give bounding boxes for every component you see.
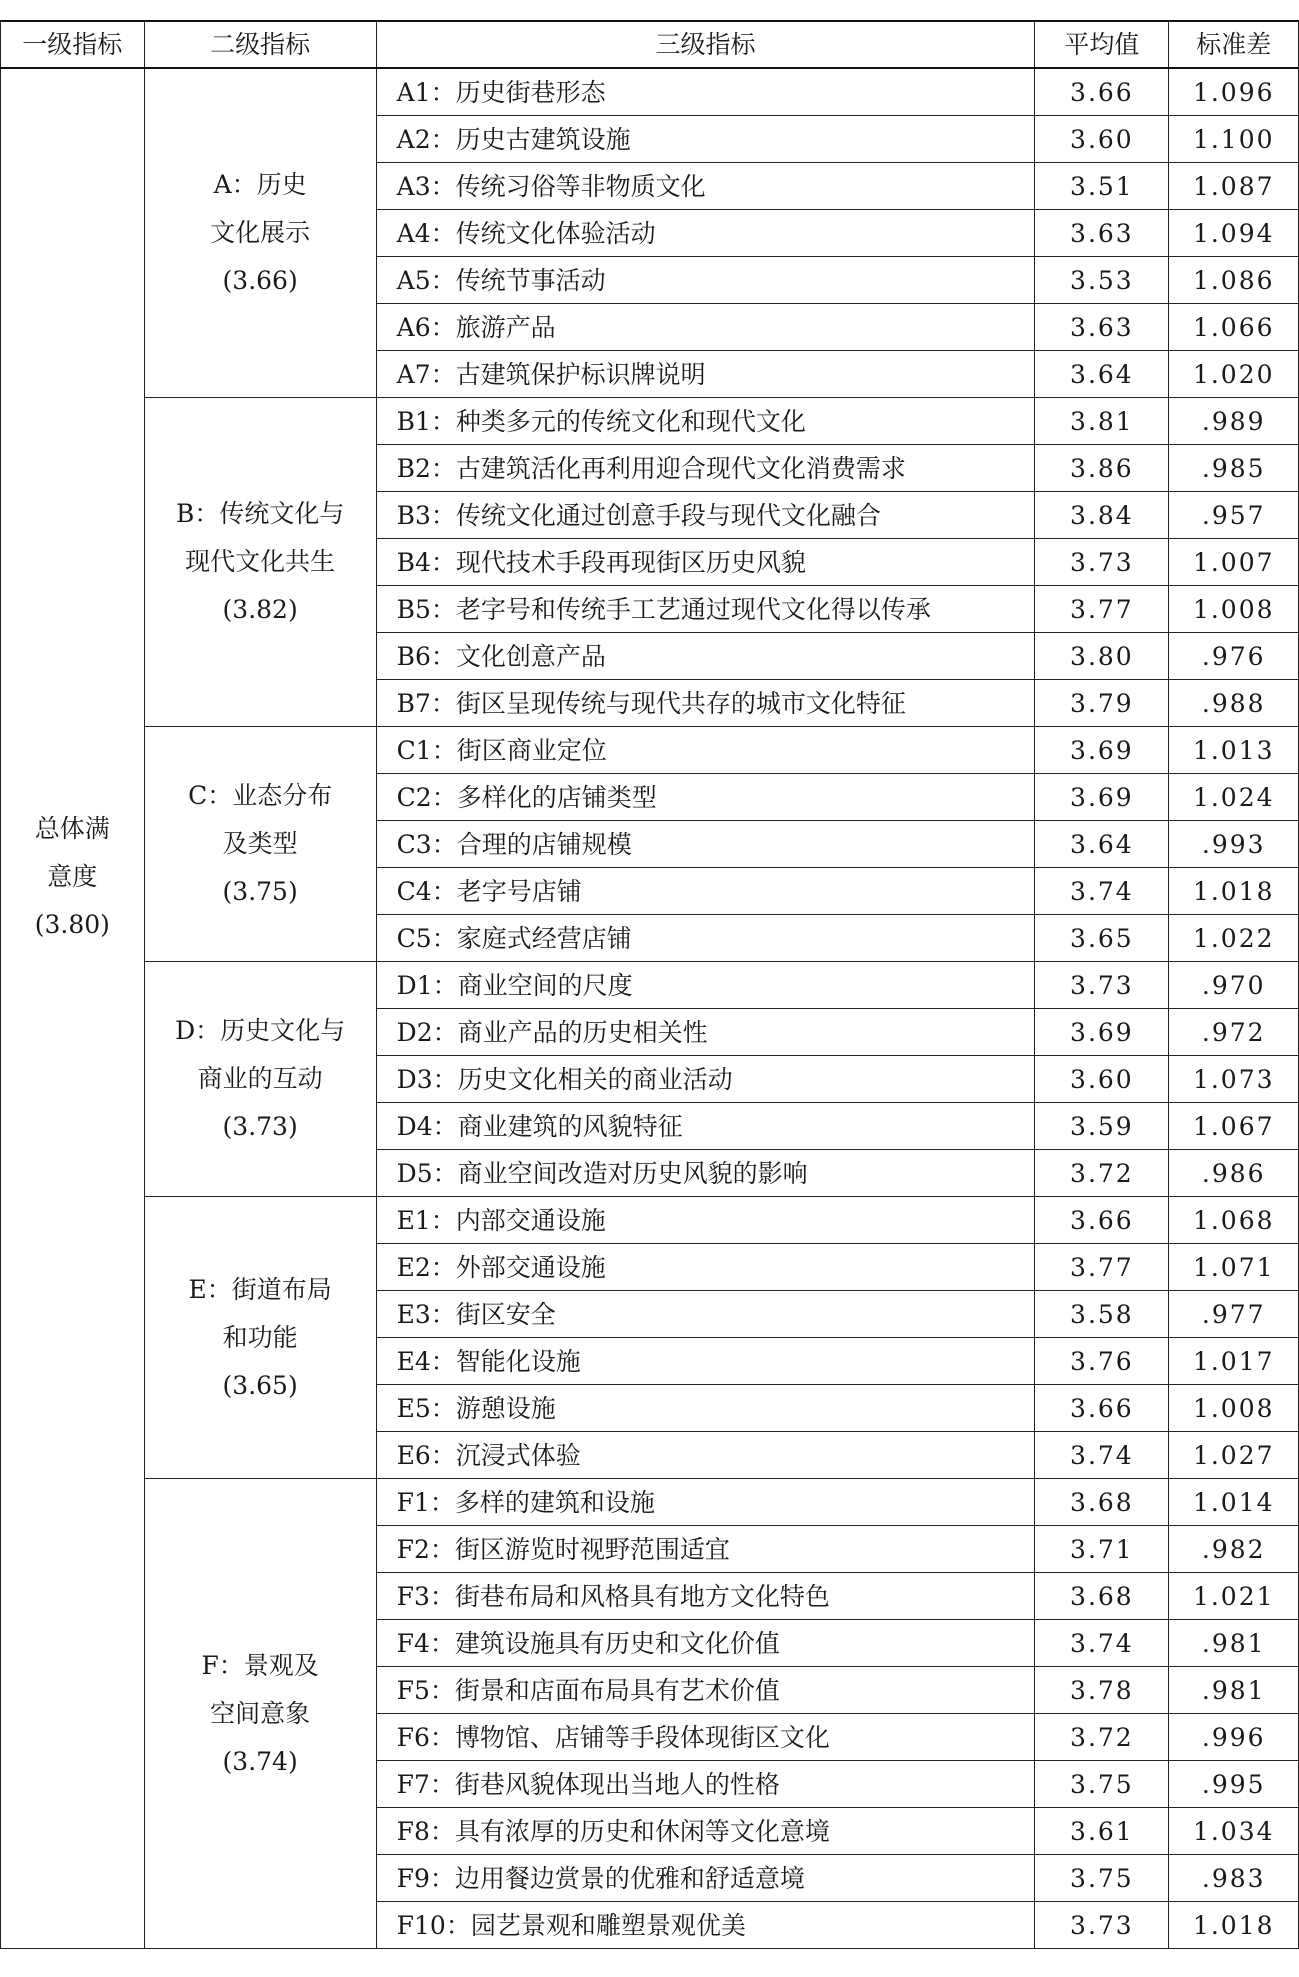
std-dev-cell: 1.024 [1169, 774, 1299, 821]
mean-value-cell: 3.71 [1035, 1526, 1169, 1573]
level2-text-line: (3.82) [222, 595, 298, 624]
level3-indicator-cell: F8：具有浓厚的历史和休闲等文化意境 [376, 1808, 1035, 1855]
std-dev-cell: .982 [1169, 1526, 1299, 1573]
std-dev-cell: 1.007 [1169, 539, 1299, 586]
level2-text-line: 商业的互动 [197, 1064, 323, 1093]
mean-value-cell: 3.66 [1035, 68, 1169, 116]
std-dev-cell: 1.021 [1169, 1573, 1299, 1620]
mean-value-cell: 3.75 [1035, 1761, 1169, 1808]
std-dev-cell: 1.020 [1169, 351, 1299, 398]
level2-text-line: 文化展示 [210, 218, 311, 247]
mean-value-cell: 3.69 [1035, 727, 1169, 774]
level3-indicator-cell: C3：合理的店铺规模 [376, 821, 1035, 868]
level3-indicator-cell: A6：旅游产品 [376, 304, 1035, 351]
level3-indicator-cell: F9：边用餐边赏景的优雅和舒适意境 [376, 1855, 1035, 1902]
std-dev-cell: 1.100 [1169, 116, 1299, 163]
level2-text-line: (3.74) [222, 1746, 298, 1776]
level3-indicator-cell: D3：历史文化相关的商业活动 [376, 1056, 1035, 1103]
std-dev-cell: .989 [1169, 398, 1299, 445]
level3-indicator-cell: C2：多样化的店铺类型 [376, 774, 1035, 821]
std-dev-cell: .970 [1169, 962, 1299, 1009]
level3-indicator-cell: E1：内部交通设施 [376, 1197, 1035, 1244]
std-dev-cell: 1.013 [1169, 727, 1299, 774]
level3-indicator-cell: E2：外部交通设施 [376, 1244, 1035, 1291]
mean-value-cell: 3.63 [1035, 304, 1169, 351]
std-dev-cell: 1.034 [1169, 1808, 1299, 1855]
header-level2: 二级指标 [144, 21, 376, 68]
level2-indicator-cell [144, 962, 376, 1197]
level2-text-line: B：传统文化与 [175, 499, 345, 528]
level3-indicator-cell: E4：智能化设施 [376, 1338, 1035, 1385]
level3-indicator-cell: B5：老字号和传统手工艺通过现代文化得以传承 [376, 586, 1035, 633]
std-dev-cell: .981 [1169, 1620, 1299, 1667]
std-dev-cell: .993 [1169, 821, 1299, 868]
mean-value-cell: 3.76 [1035, 1338, 1169, 1385]
std-dev-cell: 1.068 [1169, 1197, 1299, 1244]
mean-value-cell: 3.73 [1035, 539, 1169, 586]
level3-indicator-cell: A4：传统文化体验活动 [376, 210, 1035, 257]
std-dev-cell: .986 [1169, 1150, 1299, 1197]
mean-value-cell: 3.68 [1035, 1573, 1169, 1620]
mean-value-cell: 3.65 [1035, 915, 1169, 962]
level3-indicator-cell: D4：商业建筑的风貌特征 [376, 1103, 1035, 1150]
level3-indicator-cell: A3：传统习俗等非物质文化 [376, 163, 1035, 210]
std-dev-cell: 1.086 [1169, 257, 1299, 304]
level3-indicator-cell: F7：街巷风貌体现出当地人的性格 [376, 1761, 1035, 1808]
level3-indicator-cell: F6：博物馆、店铺等手段体现街区文化 [376, 1714, 1035, 1761]
level2-text-line: F：景观及 [201, 1650, 319, 1680]
header-level1: 一级指标 [1, 21, 145, 68]
level3-indicator-cell: B1：种类多元的传统文化和现代文化 [376, 398, 1035, 445]
std-dev-cell: .972 [1169, 1009, 1299, 1056]
mean-value-cell: 3.60 [1035, 1056, 1169, 1103]
level2-text-line: (3.75) [222, 877, 298, 906]
level3-indicator-cell: F5：街景和店面布局具有艺术价值 [376, 1667, 1035, 1714]
header-mean: 平均值 [1035, 21, 1169, 68]
level2-text-line: (3.66) [222, 266, 298, 295]
std-dev-cell: .957 [1169, 492, 1299, 539]
std-dev-cell: .995 [1169, 1761, 1299, 1808]
mean-value-cell: 3.74 [1035, 1432, 1169, 1479]
std-dev-cell: 1.008 [1169, 586, 1299, 633]
std-dev-cell: 1.022 [1169, 915, 1299, 962]
level3-indicator-cell: F10：园艺景观和雕塑景观优美 [376, 1902, 1035, 1949]
level2-text-line: C：业态分布 [188, 781, 333, 810]
mean-value-cell: 3.68 [1035, 1479, 1169, 1526]
table-row [1, 398, 1299, 445]
level2-text-line: A：历史 [213, 170, 307, 199]
level2-indicator-cell [144, 68, 376, 398]
level2-text-line: 和功能 [222, 1322, 298, 1352]
mean-value-cell: 3.58 [1035, 1291, 1169, 1338]
level3-indicator-cell: E5：游憩设施 [376, 1385, 1035, 1432]
mean-value-cell: 3.80 [1035, 633, 1169, 680]
std-dev-cell: .977 [1169, 1291, 1299, 1338]
std-dev-cell: .985 [1169, 445, 1299, 492]
std-dev-cell: 1.018 [1169, 1902, 1299, 1949]
std-dev-cell: .988 [1169, 680, 1299, 727]
std-dev-cell: 1.096 [1169, 68, 1299, 116]
table-body [1, 21, 1299, 1949]
level2-indicator-cell [144, 1479, 376, 1949]
mean-value-cell: 3.63 [1035, 210, 1169, 257]
std-dev-cell: .976 [1169, 633, 1299, 680]
level3-indicator-cell: A5：传统节事活动 [376, 257, 1035, 304]
level3-indicator-cell: D2：商业产品的历史相关性 [376, 1009, 1035, 1056]
std-dev-cell: 1.018 [1169, 868, 1299, 915]
level1-text-line1: 总体满 [34, 813, 110, 843]
std-dev-cell: 1.008 [1169, 1385, 1299, 1432]
std-dev-cell: 1.073 [1169, 1056, 1299, 1103]
std-dev-cell: 1.067 [1169, 1103, 1299, 1150]
level3-indicator-cell: C1：街区商业定位 [376, 727, 1035, 774]
mean-value-cell: 3.72 [1035, 1714, 1169, 1761]
mean-value-cell: 3.66 [1035, 1197, 1169, 1244]
level2-text-line: (3.65) [222, 1370, 298, 1400]
level3-indicator-cell: D1：商业空间的尺度 [376, 962, 1035, 1009]
table-header-row [1, 21, 1299, 68]
mean-value-cell: 3.73 [1035, 962, 1169, 1009]
mean-value-cell: 3.74 [1035, 868, 1169, 915]
level3-indicator-cell: C5：家庭式经营店铺 [376, 915, 1035, 962]
std-dev-cell: .996 [1169, 1714, 1299, 1761]
level3-indicator-cell: F2：街区游览时视野范围适宜 [376, 1526, 1035, 1573]
level2-indicator-cell [144, 1197, 376, 1479]
mean-value-cell: 3.69 [1035, 774, 1169, 821]
level2-text-line: 现代文化共生 [185, 547, 336, 576]
level3-indicator-cell: F4：建筑设施具有历史和文化价值 [376, 1620, 1035, 1667]
level3-indicator-cell: B2：古建筑活化再利用迎合现代文化消费需求 [376, 445, 1035, 492]
table-row [1, 962, 1299, 1009]
level3-indicator-cell: B3：传统文化通过创意手段与现代文化融合 [376, 492, 1035, 539]
level2-text-line: 空间意象 [210, 1698, 311, 1728]
level2-text-line: 及类型 [222, 829, 298, 858]
mean-value-cell: 3.66 [1035, 1385, 1169, 1432]
level1-text-line2: 意度 [47, 861, 98, 891]
level3-indicator-cell: B6：文化创意产品 [376, 633, 1035, 680]
mean-value-cell: 3.84 [1035, 492, 1169, 539]
mean-value-cell: 3.79 [1035, 680, 1169, 727]
mean-value-cell: 3.69 [1035, 1009, 1169, 1056]
level2-indicator-cell [144, 727, 376, 962]
level3-indicator-cell: A1：历史街巷形态 [376, 68, 1035, 116]
mean-value-cell: 3.60 [1035, 116, 1169, 163]
std-dev-cell: 1.027 [1169, 1432, 1299, 1479]
satisfaction-indicator-table [0, 20, 1299, 1949]
std-dev-cell: 1.094 [1169, 210, 1299, 257]
std-dev-cell: 1.087 [1169, 163, 1299, 210]
std-dev-cell: 1.066 [1169, 304, 1299, 351]
header-level3: 三级指标 [376, 21, 1035, 68]
table-row [1, 1479, 1299, 1526]
mean-value-cell: 3.81 [1035, 398, 1169, 445]
mean-value-cell: 3.75 [1035, 1855, 1169, 1902]
level3-indicator-cell: C4：老字号店铺 [376, 868, 1035, 915]
level3-indicator-cell: F3：街巷布局和风格具有地方文化特色 [376, 1573, 1035, 1620]
std-dev-cell: 1.017 [1169, 1338, 1299, 1385]
level3-indicator-cell: E3：街区安全 [376, 1291, 1035, 1338]
level3-indicator-cell: F1：多样的建筑和设施 [376, 1479, 1035, 1526]
level3-indicator-cell: B7：街区呈现传统与现代共存的城市文化特征 [376, 680, 1035, 727]
mean-value-cell: 3.74 [1035, 1620, 1169, 1667]
mean-value-cell: 3.72 [1035, 1150, 1169, 1197]
level3-indicator-cell: A7：古建筑保护标识牌说明 [376, 351, 1035, 398]
mean-value-cell: 3.77 [1035, 1244, 1169, 1291]
table-row [1, 1197, 1299, 1244]
level3-indicator-cell: D5：商业空间改造对历史风貌的影响 [376, 1150, 1035, 1197]
table-row [1, 727, 1299, 774]
level3-indicator-cell: B4：现代技术手段再现街区历史风貌 [376, 539, 1035, 586]
mean-value-cell: 3.61 [1035, 1808, 1169, 1855]
mean-value-cell: 3.78 [1035, 1667, 1169, 1714]
mean-value-cell: 3.59 [1035, 1103, 1169, 1150]
mean-value-cell: 3.73 [1035, 1902, 1169, 1949]
std-dev-cell: 1.014 [1169, 1479, 1299, 1526]
level1-text-line3: (3.80) [34, 909, 110, 939]
level2-indicator-cell [144, 398, 376, 727]
mean-value-cell: 3.86 [1035, 445, 1169, 492]
level2-text-line: D：历史文化与 [175, 1016, 346, 1045]
level2-text-line: E：街道布局 [188, 1274, 332, 1304]
std-dev-cell: .981 [1169, 1667, 1299, 1714]
level3-indicator-cell: E6：沉浸式体验 [376, 1432, 1035, 1479]
header-sd: 标准差 [1169, 21, 1299, 68]
mean-value-cell: 3.77 [1035, 586, 1169, 633]
table-row [1, 68, 1299, 116]
mean-value-cell: 3.51 [1035, 163, 1169, 210]
mean-value-cell: 3.53 [1035, 257, 1169, 304]
mean-value-cell: 3.64 [1035, 821, 1169, 868]
std-dev-cell: .983 [1169, 1855, 1299, 1902]
level1-indicator-cell [1, 68, 145, 1949]
mean-value-cell: 3.64 [1035, 351, 1169, 398]
std-dev-cell: 1.071 [1169, 1244, 1299, 1291]
level3-indicator-cell: A2：历史古建筑设施 [376, 116, 1035, 163]
level2-text-line: (3.73) [222, 1112, 298, 1141]
